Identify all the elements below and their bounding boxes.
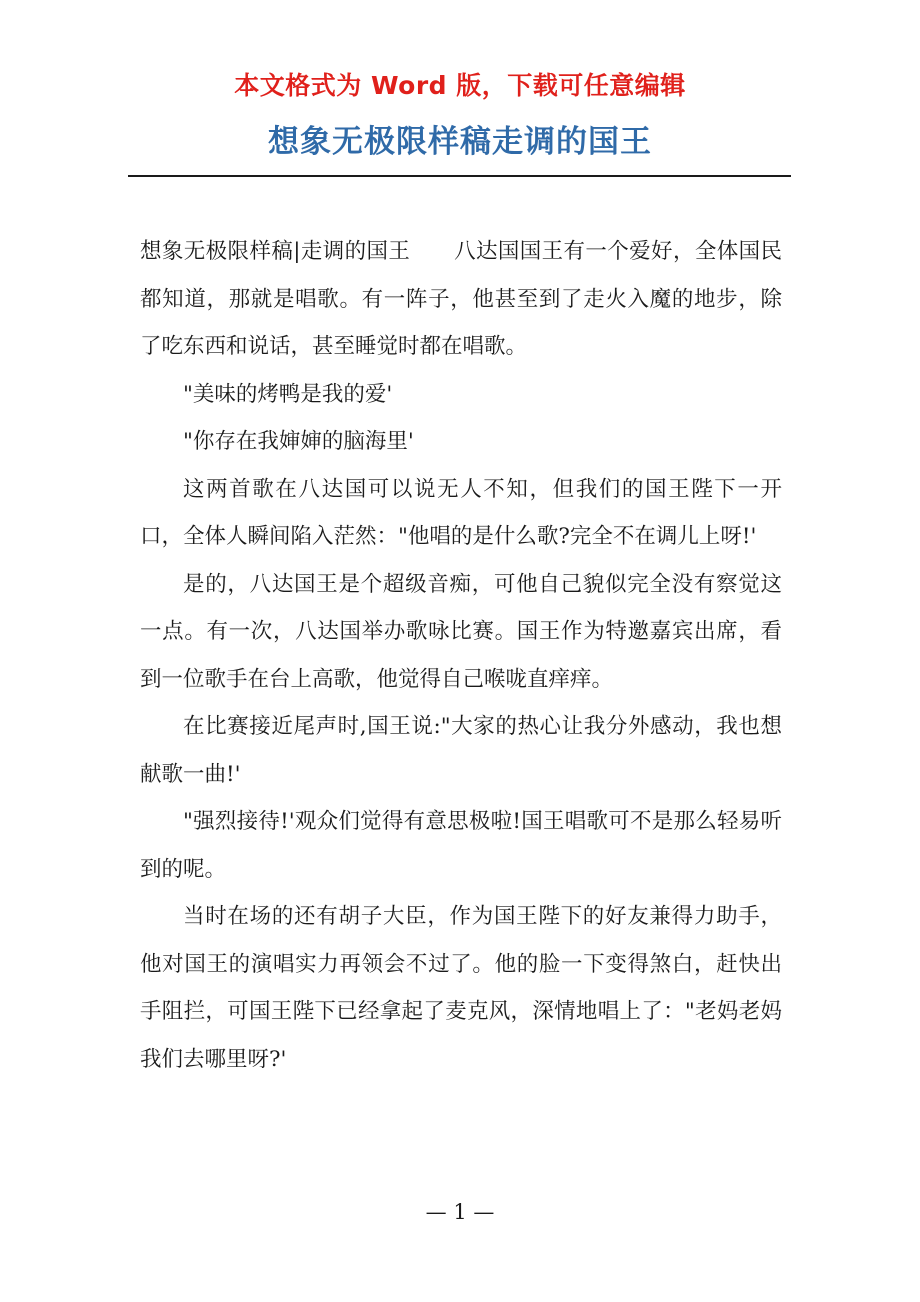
document-title: 想象无极限样稿走调的国王 bbox=[268, 124, 652, 160]
paragraph: "强烈接待!'观众们觉得有意思极啦!国王唱歌可不是那么轻易听到的呢。 bbox=[140, 809, 782, 882]
paragraph: 是的，八达国王是个超级音痴，可他自己貌似完全没有察觉这一点。有一次，八达国举办歌咏比赛。国王作为特邀嘉宾出席，看到一位歌手在台上高歌，他觉得自己喉咙直痒痒。 bbox=[140, 571, 782, 692]
paragraph: 想象无极限样稿|走调的国王 八达国国王有一个爱好，全体国民都知道，那就是唱歌。有一阵子，他甚至到了走火入魔的地步，除了吃东西和说话，甚至睡觉时都在唱歌。 bbox=[140, 239, 782, 359]
paragraph: 在比赛接近尾声时,国王说:"大家的热心让我分外感动，我也想献歌一曲!' bbox=[140, 714, 782, 787]
paragraph: "你存在我婶婶的脑海里' bbox=[183, 429, 414, 454]
page-number: — 1 — bbox=[425, 1200, 495, 1224]
paragraph: "美味的烤鸭是我的爱' bbox=[183, 381, 393, 407]
paragraph: 这两首歌在八达国可以说无人不知，但我们的国王陛下一开口，全体人瞬间陷入茫然："他唱的是什么歌?完全不在调儿上呀!' bbox=[140, 476, 782, 549]
format-notice: 本文格式为 Word 版，下载可任意编辑 bbox=[234, 71, 686, 100]
document-body bbox=[140, 228, 782, 1083]
title-divider bbox=[128, 175, 791, 177]
paragraph: 当时在场的还有胡子大臣，作为国王陛下的好友兼得力助手，他对国王的演唱实力再领会不过了。他的脸一下变得煞白，赶快出手阻拦，可国王陛下已经拿起了麦克风，深情地唱上了："老妈老妈我们去哪里呀?' bbox=[140, 904, 782, 1072]
